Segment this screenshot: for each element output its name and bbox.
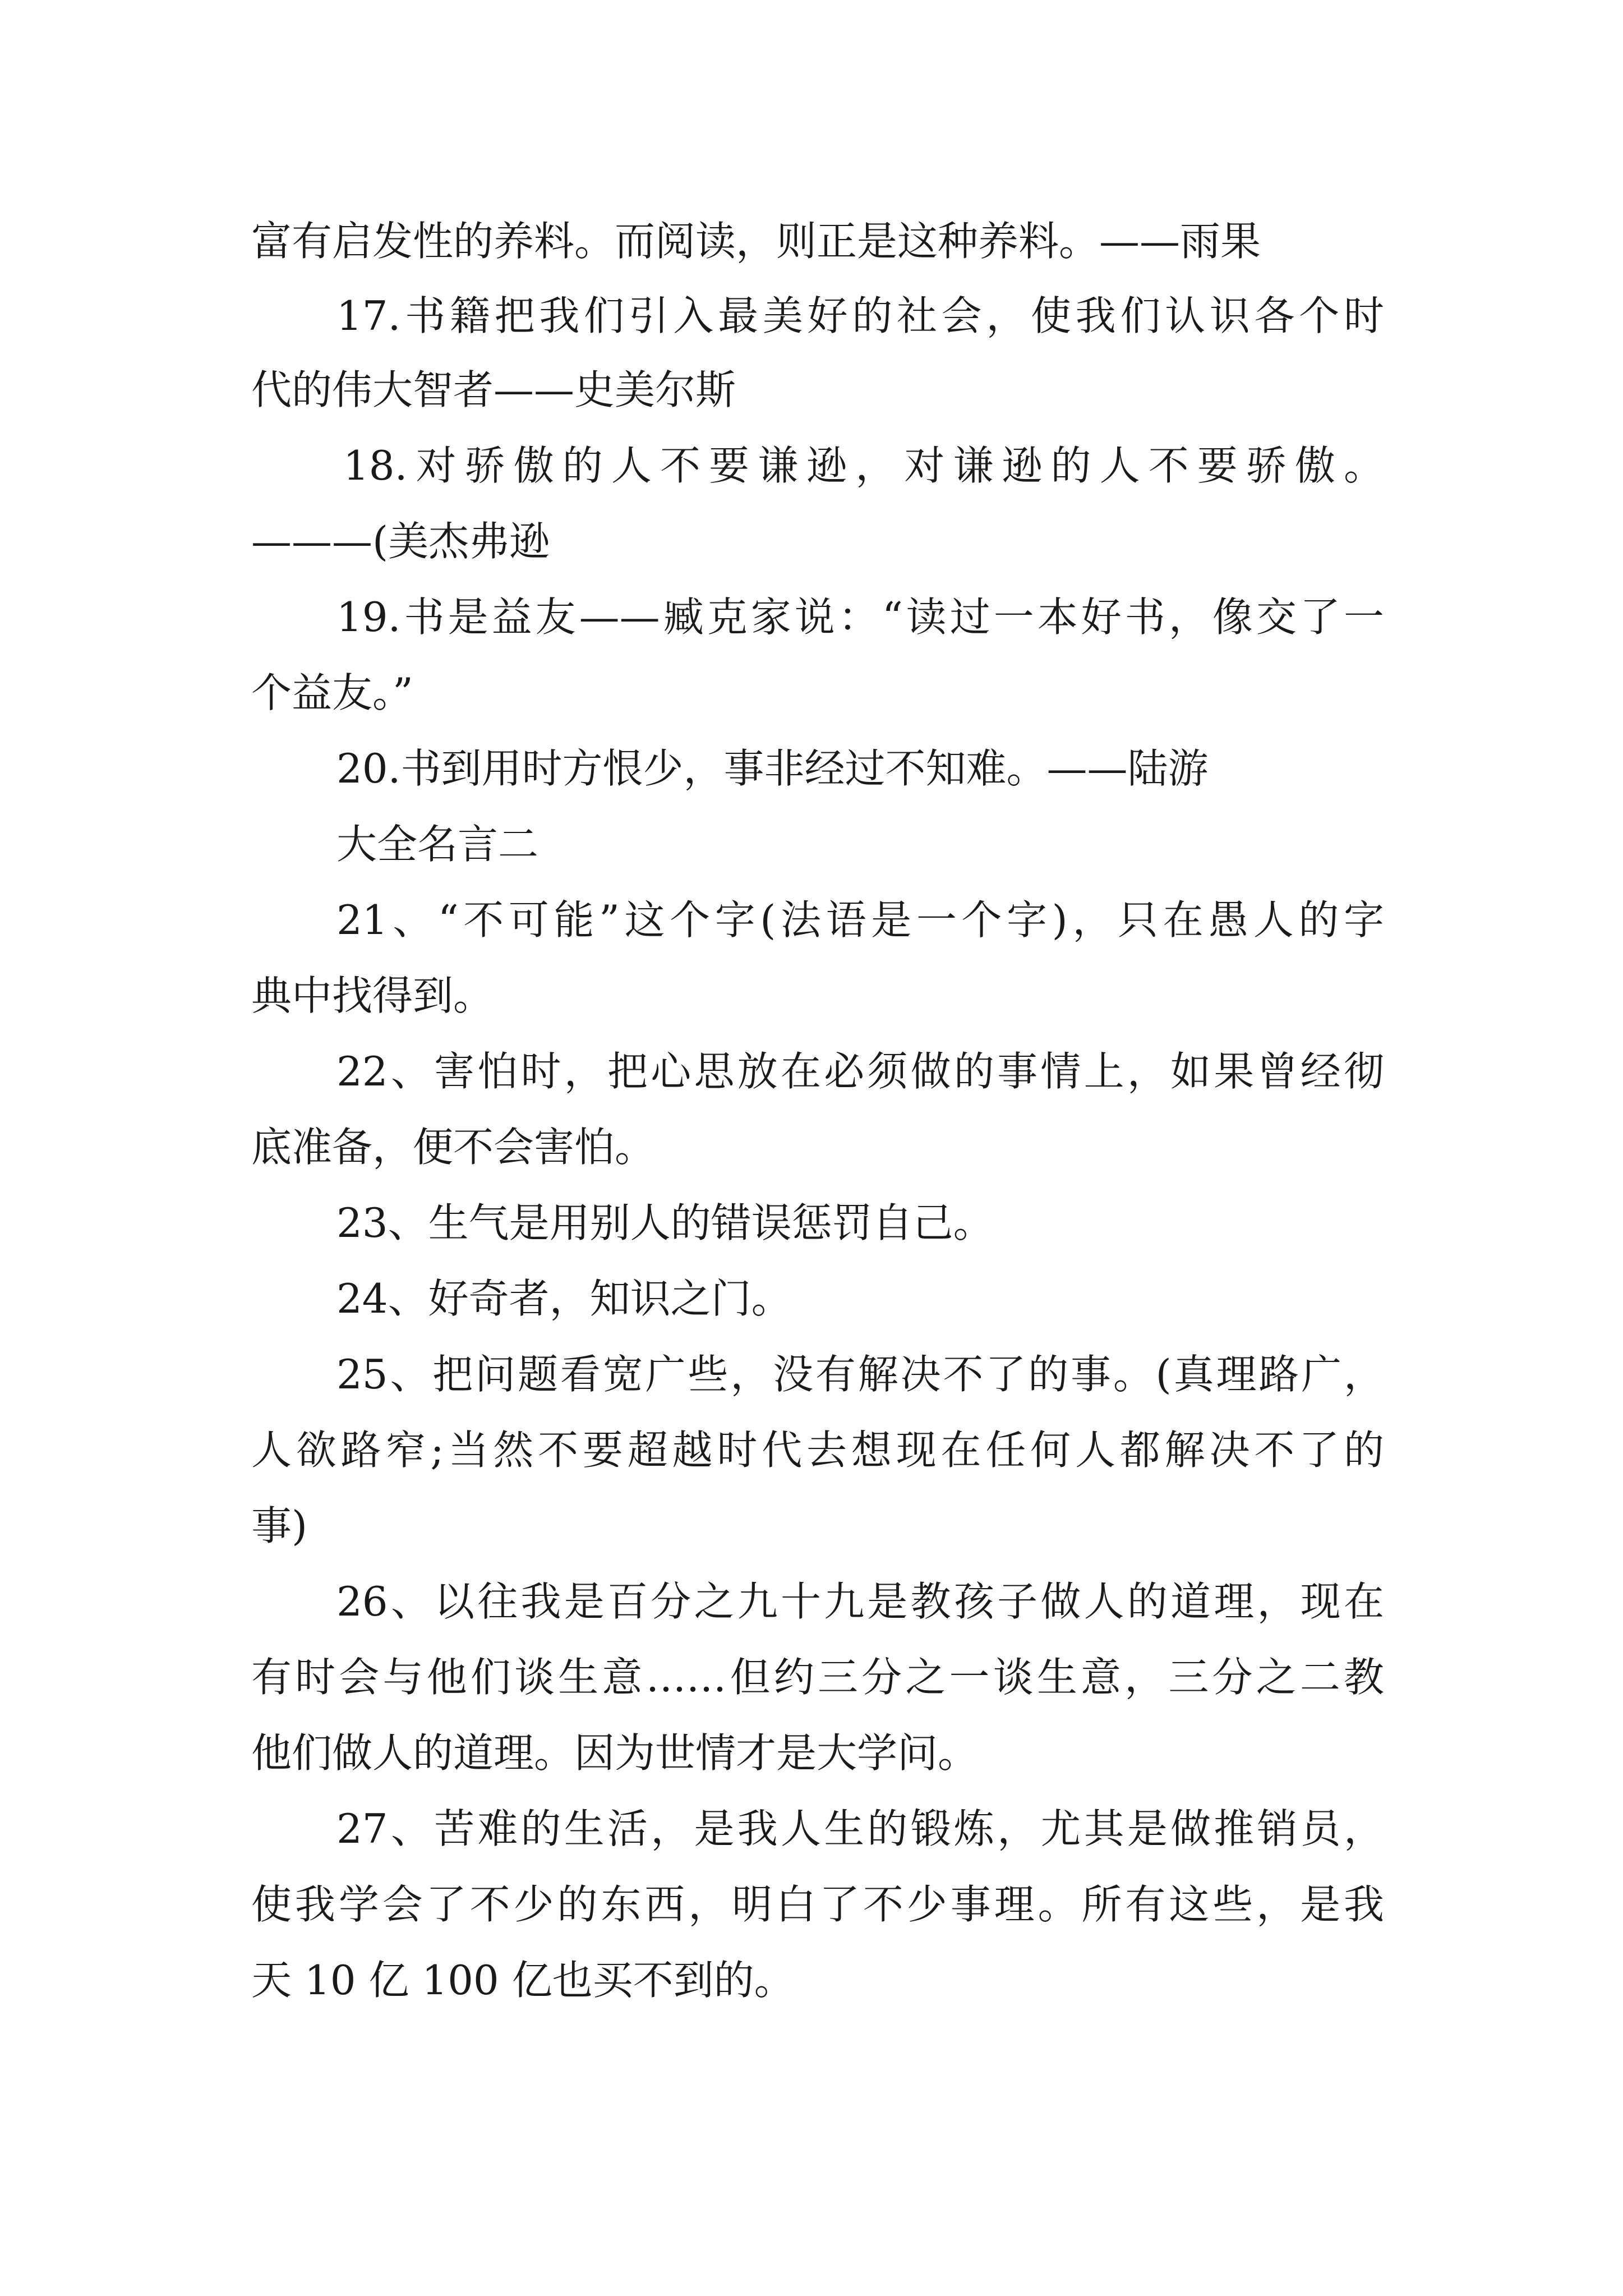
paragraph-line: 19.书是益友——臧克家说：“读过一本好书，像交了一 — [336, 593, 1384, 641]
paragraph-line: 18.对骄傲的人不要谦逊，对谦逊的人不要骄傲。 — [343, 442, 1384, 489]
paragraph-line: ———(美杰弗逊 — [251, 518, 550, 565]
paragraph-line: 使我学会了不少的东西，明白了不少事理。所有这些，是我 — [251, 1881, 1384, 1928]
paragraph-line: 底准备，便不会害怕。 — [251, 1124, 656, 1171]
paragraph-line: 人欲路窄;当然不要超越时代去想现在任何人都解决不了的 — [251, 1427, 1384, 1474]
paragraph-line: 个益友。” — [251, 669, 413, 716]
paragraph-line: 典中找得到。 — [251, 972, 494, 1019]
paragraph-line: 25、把问题看宽广些，没有解决不了的事。(真理路广， — [336, 1351, 1384, 1398]
paragraph-line: 23、生气是用别人的错误惩罚自己。 — [336, 1199, 994, 1246]
paragraph-line: 天 10 亿 100 亿也买不到的。 — [251, 1957, 795, 2004]
paragraph-line: 22、害怕时，把心思放在必须做的事情上，如果曾经彻 — [336, 1048, 1384, 1095]
paragraph-line: 20.书到用时方恨少，事非经过不知难。——陆游 — [336, 745, 1209, 792]
paragraph-line: 他们做人的道理。因为世情才是大学问。 — [251, 1729, 979, 1777]
paragraph-line: 27、苦难的生活，是我人生的锻炼，尤其是做推销员， — [336, 1805, 1384, 1852]
paragraph-line: 有时会与他们谈生意……但约三分之一谈生意，三分之二教 — [251, 1654, 1384, 1701]
paragraph-line: 21、“不可能”这个字(法语是一个字)，只在愚人的字 — [336, 896, 1384, 944]
paragraph-line: 事) — [251, 1502, 308, 1549]
paragraph-line: 26、以往我是百分之九十九是教孩子做人的道理，现在 — [336, 1578, 1384, 1625]
paragraph-line: 富有启发性的养料。而阅读，则正是这种养料。——雨果 — [251, 218, 1261, 265]
section-heading: 大全名言二 — [336, 821, 539, 868]
paragraph-line: 24、好奇者，知识之门。 — [336, 1275, 792, 1322]
paragraph-line: 代的伟大智者——史美尔斯 — [251, 366, 736, 413]
paragraph-line: 17.书籍把我们引入最美好的社会，使我们认识各个时 — [336, 292, 1384, 339]
